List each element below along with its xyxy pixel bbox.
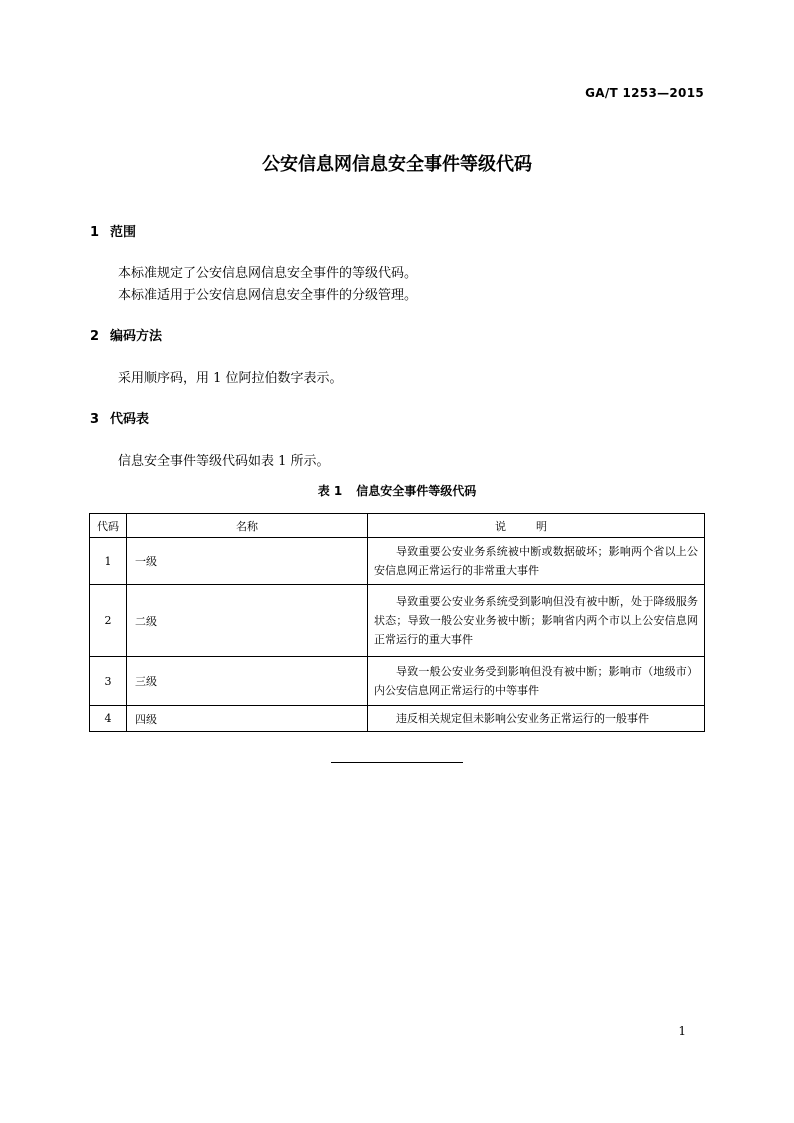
section-heading-coding-method <box>90 325 162 344</box>
section-number: 3 <box>90 412 100 427</box>
table-caption-title: 信息安全事件等级代码 <box>356 484 477 498</box>
cell-description: 违反相关规定但未影响公安业务正常运行的一般事件 <box>368 706 705 732</box>
section-number: 1 <box>90 225 100 240</box>
document-title: 公安信息网信息安全事件等级代码 <box>262 154 532 175</box>
cell-code: 3 <box>90 657 127 706</box>
cell-name: 三级 <box>127 657 368 706</box>
cell-code: 2 <box>90 585 127 657</box>
section-number: 2 <box>90 329 100 344</box>
cell-name: 二级 <box>127 585 368 657</box>
cell-code: 1 <box>90 538 127 585</box>
end-of-document-rule <box>331 762 463 763</box>
cell-description: 导致重要公安业务系统被中断或数据破坏；影响两个省以上公安信息网正常运行的非常重大事件 <box>368 538 705 585</box>
header-name: 名称 <box>127 514 368 538</box>
section-title: 编码方法 <box>110 329 163 344</box>
header-code: 代码 <box>90 514 127 538</box>
event-level-code-table <box>89 513 705 732</box>
table-caption-number: 表 1 <box>317 484 343 498</box>
cell-description: 导致一般公安业务受到影响但没有被中断；影响市（地级市）内公安信息网正常运行的中等事件 <box>368 657 705 706</box>
table-row <box>90 585 705 657</box>
table-row <box>90 657 705 706</box>
paragraph: 本标准规定了公安信息网信息安全事件的等级代码。 <box>118 266 418 281</box>
paragraph: 信息安全事件等级代码如表 1 所示。 <box>118 454 330 469</box>
paragraph: 本标准适用于公安信息网信息安全事件的分级管理。 <box>118 288 418 303</box>
section-title: 代码表 <box>110 412 150 427</box>
cell-code: 4 <box>90 706 127 732</box>
header-description: 说明 <box>368 514 705 538</box>
cell-name: 一级 <box>127 538 368 585</box>
page-number: 1 <box>678 1024 686 1038</box>
table-row <box>90 706 705 732</box>
table-row <box>90 538 705 585</box>
table-header-row <box>90 514 705 538</box>
section-heading-scope <box>90 221 136 240</box>
cell-name: 四级 <box>127 706 368 732</box>
paragraph: 采用顺序码，用 1 位阿拉伯数字表示。 <box>118 371 343 386</box>
table-caption <box>0 482 794 499</box>
section-title: 范围 <box>110 225 137 240</box>
section-heading-code-table <box>90 408 149 427</box>
standard-code: GA/T 1253—2015 <box>585 86 704 100</box>
cell-description: 导致重要公安业务系统受到影响但没有被中断，处于降级服务状态；导致一般公安业务被中断；影响省内两个市以上公安信息网正常运行的重大事件 <box>368 585 705 657</box>
